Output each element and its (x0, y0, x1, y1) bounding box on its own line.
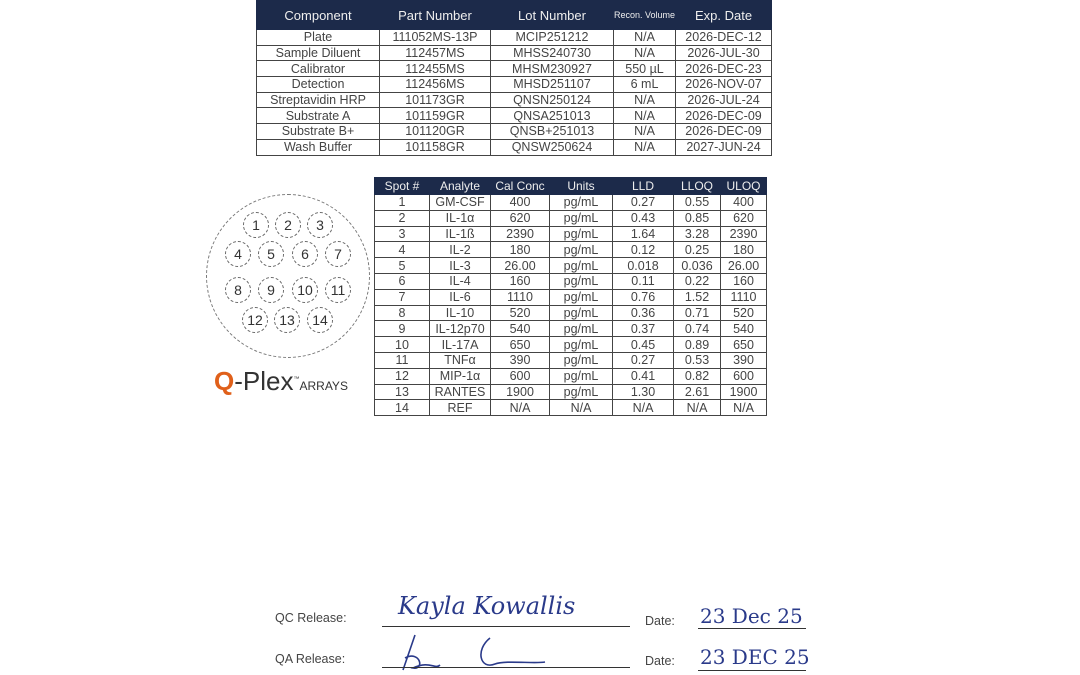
col-header: Lot Number (491, 1, 614, 30)
table-cell: 0.36 (613, 305, 674, 321)
table-cell: pg/mL (550, 195, 613, 211)
qc-signature: Kayla Kowallis (398, 592, 576, 620)
col-header: Units (550, 178, 613, 195)
table-cell: 2026-DEC-09 (676, 124, 772, 140)
table-cell: pg/mL (550, 337, 613, 353)
table-cell: 180 (491, 242, 550, 258)
col-header: Part Number (380, 1, 491, 30)
table-cell: MHSS240730 (491, 45, 614, 61)
table-cell: N/A (613, 400, 674, 416)
table-cell: 3 (375, 226, 430, 242)
table-cell: Plate (257, 30, 380, 46)
table-row (257, 108, 772, 124)
table-row (375, 321, 767, 337)
col-header: LLOQ (674, 178, 721, 195)
table-cell: 8 (375, 305, 430, 321)
table-cell: 5 (375, 258, 430, 274)
table-row (375, 384, 767, 400)
col-header: Exp. Date (676, 1, 772, 30)
table-cell: 1.64 (613, 226, 674, 242)
table-cell: 0.76 (613, 289, 674, 305)
table-cell: 1900 (491, 384, 550, 400)
qa-signature-line (382, 667, 630, 668)
table-cell: pg/mL (550, 352, 613, 368)
table-cell: IL-3 (430, 258, 491, 274)
table-cell: 180 (721, 242, 767, 258)
table-cell: 0.53 (674, 352, 721, 368)
qa-release-label: QA Release: (275, 652, 346, 666)
table-cell: 0.82 (674, 368, 721, 384)
col-header: Cal Conc (491, 178, 550, 195)
qc-signature-line (382, 626, 630, 627)
logo-arrays: ARRAYS (299, 379, 348, 393)
table-cell: 0.85 (674, 210, 721, 226)
table-row (375, 195, 767, 211)
table-cell: 600 (721, 368, 767, 384)
table-cell: 540 (721, 321, 767, 337)
table-cell: N/A (721, 400, 767, 416)
table-cell: IL-6 (430, 289, 491, 305)
table-cell: N/A (550, 400, 613, 416)
table-cell: QNSN250124 (491, 92, 614, 108)
table-cell: 26.00 (491, 258, 550, 274)
plate-spot: 1 (243, 212, 269, 238)
table-cell: 2026-NOV-07 (676, 77, 772, 93)
table-row (375, 368, 767, 384)
qplex-logo (214, 366, 348, 397)
table-cell: 540 (491, 321, 550, 337)
table-row (375, 400, 767, 416)
qc-release-label: QC Release: (275, 611, 347, 625)
table-cell: 101120GR (380, 124, 491, 140)
table-cell: N/A (614, 124, 676, 140)
plate-spot: 8 (225, 277, 251, 303)
table-cell: Streptavidin HRP (257, 92, 380, 108)
table-cell: 0.89 (674, 337, 721, 353)
table-cell: 1110 (721, 289, 767, 305)
table-cell: IL-1ß (430, 226, 491, 242)
plate-spot: 11 (325, 277, 351, 303)
table-row (375, 305, 767, 321)
table-cell: 400 (721, 195, 767, 211)
table-row (257, 124, 772, 140)
table-row (375, 226, 767, 242)
table-cell: 2026-JUL-24 (676, 92, 772, 108)
table-cell: REF (430, 400, 491, 416)
analytes-table (374, 177, 767, 416)
table-cell: 112455MS (380, 61, 491, 77)
qc-date-line (698, 628, 806, 629)
table-cell: 0.22 (674, 273, 721, 289)
table-cell: MCIP251212 (491, 30, 614, 46)
plate-spot: 5 (258, 241, 284, 267)
table-cell: 101158GR (380, 139, 491, 155)
table-cell: 112456MS (380, 77, 491, 93)
table-cell: 520 (721, 305, 767, 321)
table-cell: GM-CSF (430, 195, 491, 211)
table-cell: 26.00 (721, 258, 767, 274)
table-cell: IL-1α (430, 210, 491, 226)
plate-spot: 2 (275, 212, 301, 238)
qc-date-label: Date: (645, 614, 675, 628)
table-cell: IL-10 (430, 305, 491, 321)
table-row (375, 289, 767, 305)
table-cell: MHSD251107 (491, 77, 614, 93)
table-cell: IL-12p70 (430, 321, 491, 337)
table-row (257, 92, 772, 108)
table-row (375, 337, 767, 353)
table-cell: 650 (491, 337, 550, 353)
table-cell: 2027-JUN-24 (676, 139, 772, 155)
plate-spot: 3 (307, 212, 333, 238)
table-cell: 650 (721, 337, 767, 353)
table-cell: 0.018 (613, 258, 674, 274)
qa-date: 23 DEC 25 (700, 645, 810, 669)
col-header: Analyte (430, 178, 491, 195)
table-row (375, 273, 767, 289)
table-cell: pg/mL (550, 273, 613, 289)
table-cell: 1.52 (674, 289, 721, 305)
table-cell: 11 (375, 352, 430, 368)
table-cell: 1 (375, 195, 430, 211)
table-cell: Detection (257, 77, 380, 93)
table-cell: 9 (375, 321, 430, 337)
plate-spot: 9 (258, 277, 284, 303)
table-cell: pg/mL (550, 321, 613, 337)
table-cell: 101173GR (380, 92, 491, 108)
table-cell: pg/mL (550, 305, 613, 321)
table-cell: 0.036 (674, 258, 721, 274)
components-table (256, 0, 772, 156)
col-header: ULOQ (721, 178, 767, 195)
table-row (257, 139, 772, 155)
table-cell: 0.25 (674, 242, 721, 258)
table-cell: 390 (491, 352, 550, 368)
table-cell: 10 (375, 337, 430, 353)
table-cell: N/A (674, 400, 721, 416)
table-cell: N/A (614, 30, 676, 46)
plate-spot: 6 (292, 241, 318, 267)
table-cell: 6 mL (614, 77, 676, 93)
table-cell: 620 (721, 210, 767, 226)
table-cell: 2390 (491, 226, 550, 242)
table-cell: 2 (375, 210, 430, 226)
table-cell: pg/mL (550, 210, 613, 226)
table-cell: 1.30 (613, 384, 674, 400)
table-cell: 620 (491, 210, 550, 226)
table-cell: 520 (491, 305, 550, 321)
plate-spot: 4 (225, 241, 251, 267)
table-cell: QNSA251013 (491, 108, 614, 124)
table-cell: 0.71 (674, 305, 721, 321)
table-cell: 4 (375, 242, 430, 258)
table-cell: MHSM230927 (491, 61, 614, 77)
table-row (375, 210, 767, 226)
logo-q: Q (214, 366, 235, 396)
table-cell: 390 (721, 352, 767, 368)
table-cell: pg/mL (550, 289, 613, 305)
table-cell: 14 (375, 400, 430, 416)
table-cell: pg/mL (550, 384, 613, 400)
qa-signature (395, 630, 555, 675)
logo-tm: ™ (293, 376, 300, 383)
col-header: LLD (613, 178, 674, 195)
table-cell: IL-4 (430, 273, 491, 289)
table-row (257, 45, 772, 61)
logo-text: -Plex (234, 366, 294, 396)
qa-date-line (698, 670, 806, 671)
qa-date-label: Date: (645, 654, 675, 668)
table-cell: 0.74 (674, 321, 721, 337)
table-cell: Sample Diluent (257, 45, 380, 61)
table-cell: Calibrator (257, 61, 380, 77)
col-header: Component (257, 1, 380, 30)
table-cell: 160 (491, 273, 550, 289)
table-cell: 0.41 (613, 368, 674, 384)
table-cell: QNSW250624 (491, 139, 614, 155)
table-cell: 2.61 (674, 384, 721, 400)
plate-spot: 12 (242, 307, 268, 333)
table-cell: 550 µL (614, 61, 676, 77)
table-cell: 12 (375, 368, 430, 384)
table-cell: 2026-JUL-30 (676, 45, 772, 61)
table-cell: 112457MS (380, 45, 491, 61)
qc-date: 23 Dec 25 (700, 604, 803, 628)
table-cell: 0.37 (613, 321, 674, 337)
table-cell: 0.45 (613, 337, 674, 353)
table-row (257, 77, 772, 93)
table-cell: pg/mL (550, 226, 613, 242)
table-row (375, 352, 767, 368)
table-cell: RANTES (430, 384, 491, 400)
table-cell: 0.11 (613, 273, 674, 289)
table-cell: 2390 (721, 226, 767, 242)
table-cell: N/A (614, 45, 676, 61)
table-cell: 0.12 (613, 242, 674, 258)
table-cell: 600 (491, 368, 550, 384)
table-cell: TNFα (430, 352, 491, 368)
table-cell: IL-17A (430, 337, 491, 353)
table-cell: N/A (614, 92, 676, 108)
table-cell: pg/mL (550, 242, 613, 258)
table-cell: pg/mL (550, 258, 613, 274)
table-cell: 400 (491, 195, 550, 211)
table-cell: 13 (375, 384, 430, 400)
plate-spot: 13 (274, 307, 300, 333)
table-cell: 0.55 (674, 195, 721, 211)
table-cell: 0.43 (613, 210, 674, 226)
plate-spot: 14 (307, 307, 333, 333)
table-cell: 2026-DEC-23 (676, 61, 772, 77)
table-cell: 2026-DEC-12 (676, 30, 772, 46)
table-cell: Wash Buffer (257, 139, 380, 155)
plate-spot: 7 (325, 241, 351, 267)
table-cell: 7 (375, 289, 430, 305)
table-cell: 1900 (721, 384, 767, 400)
table-row (375, 258, 767, 274)
table-cell: pg/mL (550, 368, 613, 384)
table-cell: Substrate B+ (257, 124, 380, 140)
col-header: Recon. Volume (614, 1, 676, 30)
table-cell: QNSB+251013 (491, 124, 614, 140)
table-cell: N/A (491, 400, 550, 416)
table-cell: 0.27 (613, 195, 674, 211)
table-cell: 2026-DEC-09 (676, 108, 772, 124)
plate-spot: 10 (292, 277, 318, 303)
col-header: Spot # (375, 178, 430, 195)
table-cell: N/A (614, 108, 676, 124)
table-cell: Substrate A (257, 108, 380, 124)
table-cell: 160 (721, 273, 767, 289)
table-cell: IL-2 (430, 242, 491, 258)
table-cell: 1110 (491, 289, 550, 305)
table-cell: MIP-1α (430, 368, 491, 384)
table-cell: N/A (614, 139, 676, 155)
table-cell: 3.28 (674, 226, 721, 242)
table-row (257, 30, 772, 46)
table-cell: 6 (375, 273, 430, 289)
table-cell: 111052MS-13P (380, 30, 491, 46)
table-row (375, 242, 767, 258)
table-row (257, 61, 772, 77)
table-cell: 101159GR (380, 108, 491, 124)
table-cell: 0.27 (613, 352, 674, 368)
